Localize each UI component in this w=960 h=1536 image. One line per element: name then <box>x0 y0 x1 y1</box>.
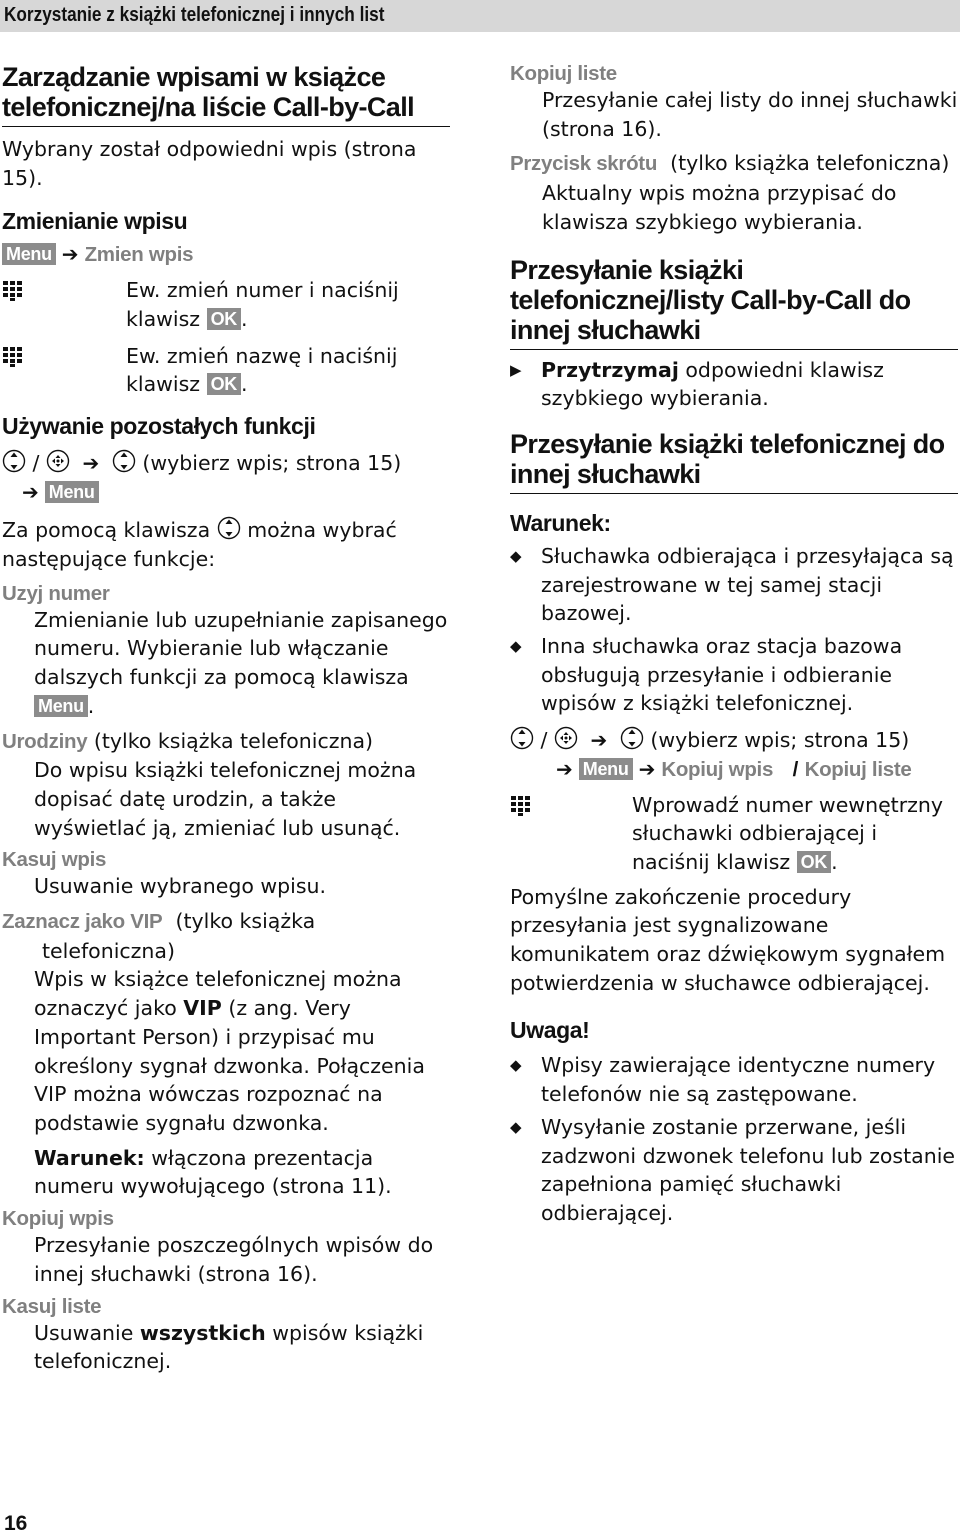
arrow-right-icon: ➔ <box>590 728 608 753</box>
function-vip-desc <box>2 965 450 1137</box>
function-kasuj-wpis <box>2 848 450 872</box>
f4-desc-b: (z ang. Very Important Person) i przypisać mu określony sygnał dzwonka. Połączenia VIP można wówczas rozpoznać na podstawie sygnału dzwonka. <box>34 996 425 1135</box>
condition-bullet-1 <box>510 542 958 628</box>
condition-title: Warunek: <box>510 509 611 536</box>
edit-entry-title: Zmienianie wpisu <box>2 208 188 235</box>
nav-instruction: (wybierz wpis; strona 15) <box>142 450 402 475</box>
functions-intro-a: Za pomocą klawisza <box>2 518 211 543</box>
control-key-up-down-icon <box>112 449 136 473</box>
menu-item-kasuj-liste[interactable]: Kasuj liste <box>2 1294 102 1318</box>
menu-item-kopiuj-liste[interactable]: Kopiuj liste <box>804 757 912 781</box>
keypad-icon <box>510 791 632 818</box>
arrow-right-icon: ➔ <box>61 242 79 267</box>
function-urodziny <box>2 727 450 757</box>
function-kasuj-liste <box>2 1295 450 1319</box>
function-uzyj-numer-desc: Zmienianie lub uzupełnianie zapisanego numeru. Wybieranie lub włączanie dalszych funkcji za pomocą klawisza Menu . <box>34 607 448 718</box>
function-przycisk-skrotu-desc: Aktualny wpis można przypisać do klawisza szybkiego wybierania. <box>542 181 897 234</box>
edit-step-name: Ew. zmień nazwę i naciśnij klawisz OK . <box>2 342 450 399</box>
control-key-up-down-icon <box>510 726 534 750</box>
note-bullet-2 <box>510 1113 958 1228</box>
keypad-icon <box>2 342 126 369</box>
edit-step2-text: Ew. zmień nazwę i naciśnij klawisz <box>126 343 398 397</box>
function-kopiuj-wpis-desc: Przesyłanie poszczególnych wpisów do innej słuchawki (strona 16). <box>34 1233 434 1286</box>
menu-item-zmien-wpis[interactable]: Zmien wpis <box>84 243 194 267</box>
f1-desc: Zmienianie lub uzupełnianie zapisanego numeru. Wybieranie lub włączanie dalszych funkcji za pomocą klawisza <box>34 607 448 690</box>
menu-item-kopiuj-wpis[interactable]: Kopiuj wpis <box>2 1207 114 1231</box>
control-key-up-down-icon <box>2 449 26 473</box>
f6-desc-bold: wszystkich <box>139 1320 266 1345</box>
header-title: Korzystanie z książki telefonicznej i innych list <box>4 4 385 26</box>
functions-intro <box>2 516 450 573</box>
function-kopiuj-wpis <box>2 1207 450 1231</box>
function-uzyj-numer <box>2 582 450 606</box>
ok-softkey[interactable]: OK <box>207 373 241 395</box>
function-przycisk-skrotu <box>510 149 958 179</box>
menu-item-zaznacz-vip[interactable]: Zaznacz jako VIP <box>2 910 163 934</box>
section-heading-transfer-list: Przesyłanie książki telefonicznej/listy Call-by-Call do innej słuchawki <box>510 255 958 350</box>
right-column <box>510 62 958 1228</box>
arrow-right-icon: ➔ <box>638 756 656 781</box>
function-kopiuj-liste-desc: Przesyłanie całej listy do innej słuchawki (strona 16). <box>542 88 958 141</box>
step-text: Wprowadź numer wewnętrzny słuchawki odbierającej i naciśnij klawisz <box>632 792 944 874</box>
page-number: 16 <box>4 1512 28 1535</box>
note-bullet-1 <box>510 1051 958 1108</box>
f4-cond-text: włączona prezentacja numeru wywołującego (strona 11). <box>34 1145 392 1199</box>
diamond-bullet-icon: ◆ <box>510 637 522 656</box>
menu-softkey[interactable]: Menu <box>45 481 99 503</box>
f4-cond-label: Warunek: <box>34 1145 145 1170</box>
menu-item-urodziny[interactable]: Urodziny <box>2 729 88 753</box>
function-kasuj-liste-desc <box>2 1319 450 1376</box>
intro-text: Wybrany został odpowiedni wpis (strona 15). <box>2 137 417 190</box>
function-urodziny-desc: Do wpisu książki telefonicznej można dopisać datę urodzin, a także wyświetlać ją, zmieniać lub usunąć. <box>34 758 417 840</box>
condition-bullet-2 <box>510 632 958 718</box>
diamond-bullet-icon: ◆ <box>510 546 522 565</box>
nav-sequence <box>2 449 450 478</box>
function-kopiuj-liste <box>510 62 958 86</box>
nav-separator: / <box>540 728 548 753</box>
condition-text-1: Słuchawka odbierająca i przesyłająca są zarejestrowane w tej samej stacji bazowej. <box>541 543 954 626</box>
control-key-center-icon <box>554 726 578 750</box>
edit-step-number: Ew. zmień numer i naciśnij klawisz OK . <box>2 276 450 333</box>
diamond-bullet-icon: ◆ <box>510 1117 522 1136</box>
arrow-right-icon: ➔ <box>82 450 100 475</box>
f6-desc-a: Usuwanie <box>34 1320 134 1345</box>
control-key-center-icon <box>46 449 70 473</box>
left-column <box>2 62 450 1376</box>
note-title: Uwaga! <box>510 1017 590 1044</box>
arrow-right-icon: ➔ <box>22 479 39 504</box>
f4-desc-vip: VIP <box>183 996 222 1021</box>
transfer-result: Pomyślne zakończenie procedury przesyłania jest sygnalizowane komunikatem oraz dźwiękowym sygnałem potwierdzenia w słuchawce odbierającej. <box>510 884 946 995</box>
menu-item-przycisk-skrotu[interactable]: Przycisk skrótu <box>510 152 658 176</box>
ok-softkey[interactable]: OK <box>797 851 831 873</box>
function-kasuj-wpis-desc: Usuwanie wybranego wpisu. <box>34 874 327 899</box>
page-header <box>0 0 960 32</box>
note-text-1: Wpisy zawierające identyczne numery telefonów nie są zastępowane. <box>541 1053 936 1107</box>
f4-note: (tylko książka telefoniczna) <box>42 909 316 963</box>
triangle-bullet-icon: ▶ <box>510 360 522 379</box>
note-text-2: Wysyłanie zostanie przerwane, jeśli zadzwoni dzwonek telefonu lub zostanie zapełniona pamięć słuchawki odbierającej. <box>541 1114 956 1225</box>
section-heading-transfer-book: Przesyłanie książki telefonicznej do innej słuchawki <box>510 429 958 494</box>
control-key-up-down-icon <box>217 516 241 540</box>
menu-softkey[interactable]: Menu <box>2 243 56 265</box>
transfer-step-internal-number: Wprowadź numer wewnętrzny słuchawki odbierającej i naciśnij klawisz OK . <box>510 791 958 877</box>
functions-intro-b: można wybrać następujące funkcje: <box>2 518 397 572</box>
menu-item-separator: / <box>792 757 799 781</box>
keypad-icon <box>2 276 126 303</box>
arrow-right-icon: ➔ <box>556 756 573 781</box>
menu-item-kopiuj-wpis[interactable]: Kopiuj wpis <box>661 757 774 781</box>
condition-text-2: Inna słuchawka oraz stacja bazowa obsługują przesyłanie i odbieranie wpisów z książki telefonicznej. <box>541 634 903 716</box>
other-functions-title: Używanie pozostałych funkcji <box>2 412 316 439</box>
menu-item-kasuj-wpis[interactable]: Kasuj wpis <box>2 848 107 872</box>
edit-step1-text: Ew. zmień numer i naciśnij klawisz <box>126 278 399 331</box>
function-vip <box>2 907 450 965</box>
nav-menu-line <box>2 478 450 507</box>
transfer-list-step <box>510 356 958 413</box>
transfer-nav-sequence <box>510 726 958 755</box>
diamond-bullet-icon: ◆ <box>510 1056 522 1075</box>
control-key-up-down-icon <box>620 726 644 750</box>
f6-desc-b: wpisów książki telefonicznej. <box>34 1320 424 1374</box>
menu-item-uzyj-numer[interactable]: Uzyj numer <box>2 581 110 605</box>
nav-instruction: (wybierz wpis; strona 15) <box>650 728 910 753</box>
nav-separator: / <box>32 450 40 475</box>
f8-note: (tylko książka telefoniczna) <box>670 151 950 176</box>
menu-softkey[interactable]: Menu <box>579 758 633 780</box>
step-rest: odpowiedni klawisz szybkiego wybierania. <box>541 357 884 411</box>
f4-desc-a: Wpis w książce telefonicznej można oznaczyć jako <box>34 967 402 1021</box>
menu-softkey[interactable]: Menu <box>34 695 88 717</box>
function-vip-condition <box>2 1144 450 1201</box>
edit-menu-path <box>2 240 450 270</box>
section-heading-manage: Zarządzanie wpisami w książce telefonicznej/na liście Call-by-Call <box>2 62 450 127</box>
f2-note: (tylko książka telefoniczna) <box>93 728 374 753</box>
ok-softkey[interactable]: OK <box>207 308 241 330</box>
menu-item-kopiuj-liste[interactable]: Kopiuj liste <box>510 62 617 85</box>
transfer-menu-path <box>510 755 958 785</box>
step-bold: Przytrzymaj <box>541 357 679 382</box>
